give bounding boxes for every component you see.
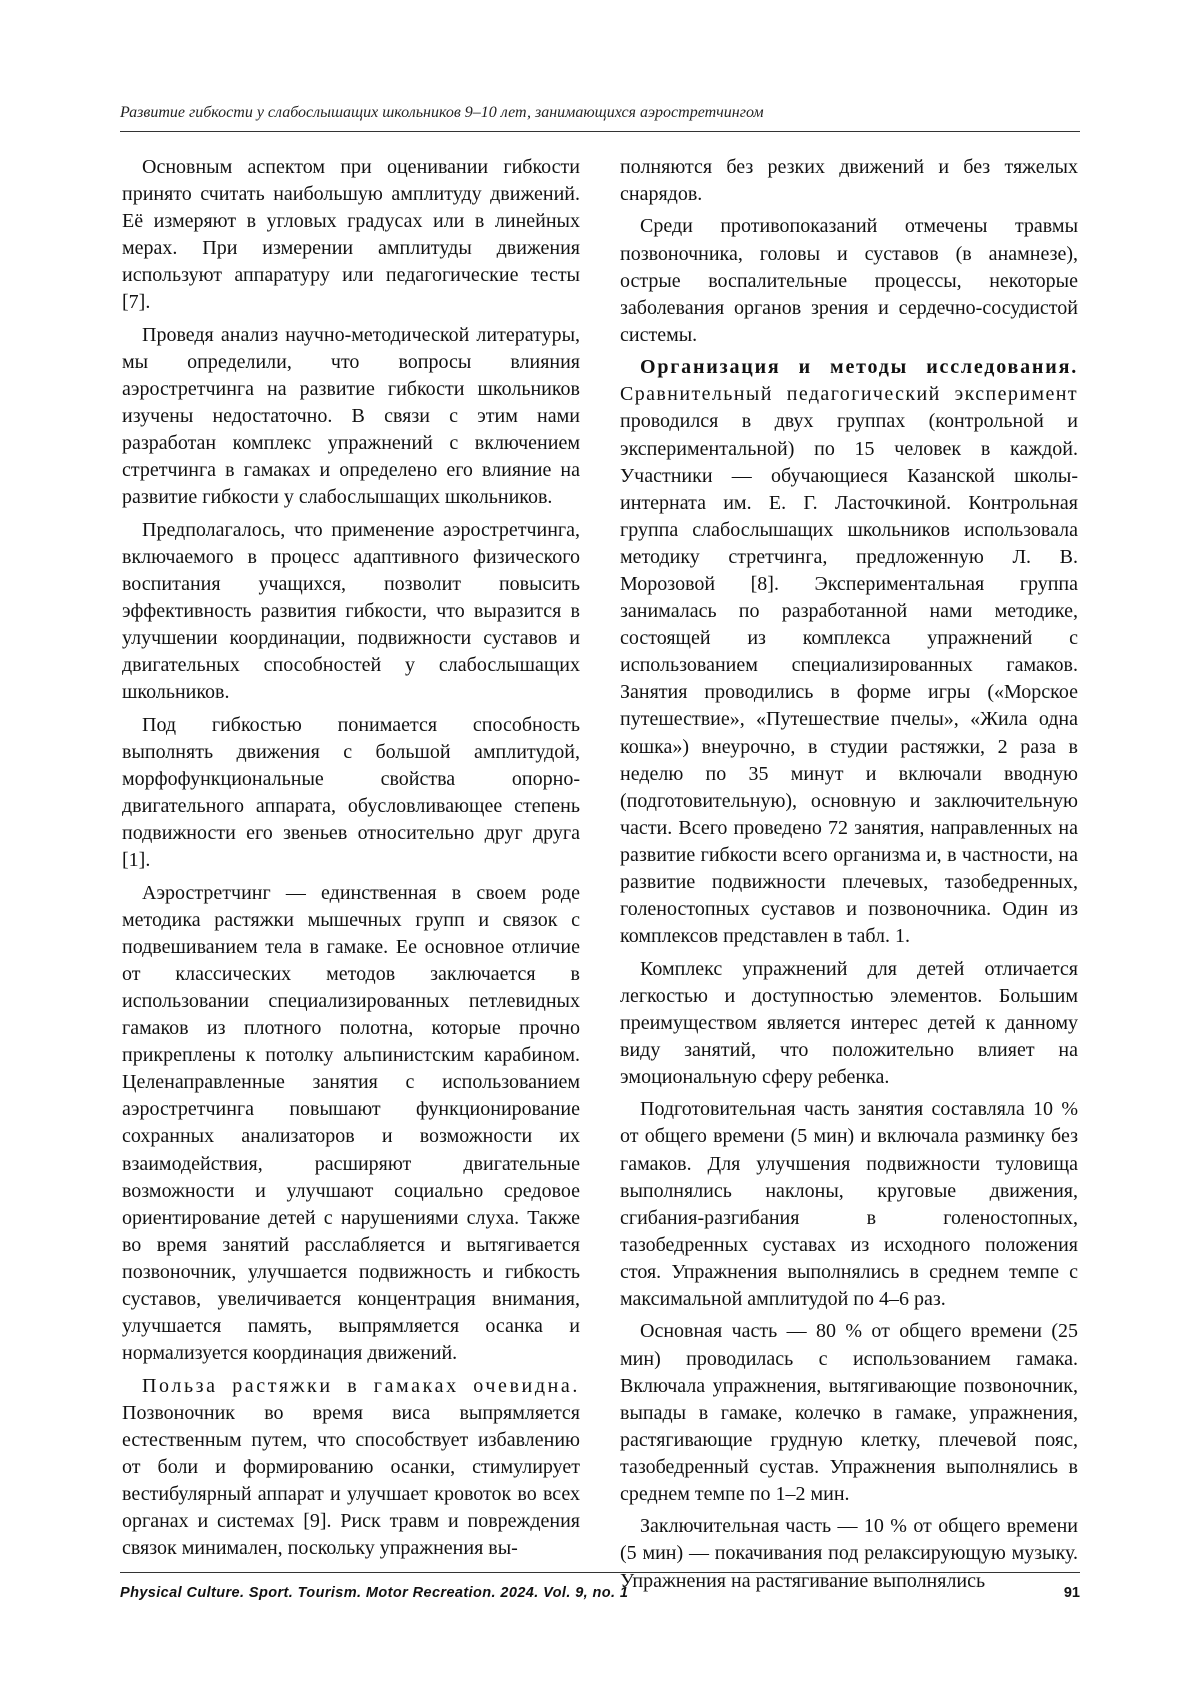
spaced-lead: Сравнительный педагогический эксперимент bbox=[620, 383, 1078, 406]
journal-citation: Physical Culture. Sport. Tourism. Motor Recreation. 2024. Vol. 9, no. 1 bbox=[120, 1585, 629, 1601]
paragraph: Аэростретчинг — единственная в своем роде методика растяжки мышечных групп и связок с подвешиванием тела в гамаке. Ее основное отличие от классических методов заключается в использовании специализированных петлевидных гамаков из плотного полотна, которые прочно прикреплены к потолку альпинистским карабином. Целенаправленные занятия с использованием аэростретчинга повышают функционирование сохранных анализаторов и возможности их взаимодействия, расширяют двигательные возможности и улучшают социально средовое ориентирование детей с нарушениями слуха. Также во время занятий расслабляется и вытягивается позвоночник, улучшается подвижность и гибкость суставов, увеличивается концентрация внимания, улучшается память, выпрямляется осанка и нормализуется координация движений. bbox=[122, 881, 580, 1365]
footer-rule bbox=[120, 1572, 1080, 1573]
paragraph: Среди противопоказаний отмечены травмы позвоночника, головы и суставов (в анамнезе), острые воспалительные процессы, некоторые заболевания органов зрения и сердечно-сосудистой системы. bbox=[620, 215, 1078, 346]
spaced-lead: Польза растяжки в гамаках очевидна. bbox=[142, 1374, 580, 1397]
running-title: Развитие гибкости у слабослышащих школьников 9–10 лет, занимающихся аэростретчингом bbox=[120, 104, 764, 121]
paragraph: Основным аспектом при оценивании гибкости принято считать наибольшую амплитуду движений. Её измеряют в угловых градусах или в линейных мерах. При измерении амплитуды движения используют аппаратуру или педагогические тесты [7]. bbox=[122, 156, 580, 314]
right-column bbox=[620, 154, 1078, 1600]
paragraph bbox=[620, 354, 1078, 950]
paragraph: Проведя анализ научно-методической литературы, мы определили, что вопросы влияния аэростретчинга на развитие гибкости школьников изучены недостаточно. В связи с этим нами разработан комплекс упражнений с включением стретчинга в гамаках и определено его влияние на развитие гибкости у слабослышащих школьников. bbox=[122, 323, 580, 509]
section-heading: Организация и методы исследования. bbox=[640, 356, 1078, 379]
header-rule bbox=[120, 131, 1080, 132]
paragraph: Основная часть — 80 % от общего времени (25 мин) проводилась с использованием гамака. Включала упражнения, вытягивающие позвоночник, выпады в гамаке, колечко в гамаке, упражнения, растягивающие грудную клетку, плечевой пояс, тазобедренный сустав. Упражнения выполнялись в среднем темпе по 1–2 мин. bbox=[620, 1320, 1078, 1505]
paragraph bbox=[122, 1373, 580, 1563]
paragraph: Заключительная часть — 10 % от общего времени (5 мин) — покачивания под релаксирующую музыку. Упражнения на растягивание выполнялись bbox=[620, 1515, 1078, 1592]
paragraph-continued: полняются без резких движений и без тяжелых снарядов. bbox=[620, 156, 1078, 206]
paragraph: Комплекс упражнений для детей отличается легкостью и доступностью элементов. Большим преимуществом является интерес детей к данному виду занятий, что положительно влияет на эмоциональную сферу ребенка. bbox=[620, 957, 1078, 1088]
paragraph: Предполагалось, что применение аэростретчинга, включаемого в процесс адаптивного физического воспитания учащихся, позволит повысить эффективность развития гибкости, что выразится в улучшении координации, подвижности суставов и двигательных способностей у слабослышащих школьников. bbox=[122, 518, 580, 704]
paragraph-text: проводился в двух группах (контрольной и экспериментальной) по 15 человек в каждой. Участники — обучающиеся Казанской школы-интерната им. Е. Г. Ласточкиной. Контрольная группа слабослышащих школьников использовала методику стретчинга, предложенную Л. В. Морозовой [8]. Экспериментальная группа занималась по разработанной нами методике, состоящей из комплекса упражнений с использованием специализированных гамаков. Занятия проводились в форме игры («Морское путешествие», «Путешествие пчелы», «Жила одна кошка») внеурочно, в студии растяжки, 2 раза в неделю по 35 минут и включали вводную (подготовительную), основную и заключительную части. Всего проведено 72 занятия, направленных на развитие гибкости всего организма и, в частности, на развитие подвижности плечевых, тазобедренных, голеностопных суставов и позвоночника. Один из комплексов представлен в табл. 1. bbox=[620, 410, 1078, 948]
left-column bbox=[122, 154, 580, 1568]
paragraph: Под гибкостью понимается способность выполнять движения с большой амплитудой, морфофункциональные свойства опорно-двигательного аппарата, обусловливающее степень подвижности его звеньев относительно друг друга [1]. bbox=[122, 713, 580, 872]
paragraph: Подготовительная часть занятия составляла 10 % от общего времени (5 мин) и включала разминку без гамаков. Для улучшения подвижности туловища выполнялись наклоны, круговые движения, сгибания-разгибания в голеностопных, тазобедренных суставах из исходного положения стоя. Упражнения выполнялись в среднем темпе с максимальной амплитудой по 4–6 раз. bbox=[620, 1098, 1078, 1311]
page-number: 91 bbox=[1063, 1585, 1080, 1601]
paragraph-text: Позвоночник во время виса выпрямляется естественным путем, что способствует избавлению от боли и формированию осанки, стимулирует вестибулярный аппарат и улучшает кровоток во всех органах и системах [9]. Риск травм и повреждения связок минимален, поскольку упражнения вы- bbox=[122, 1401, 580, 1560]
